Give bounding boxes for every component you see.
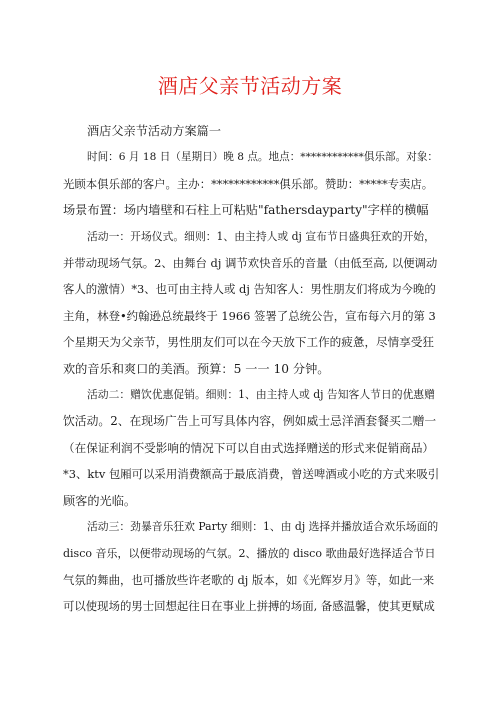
text-line: 场景布置：场内墙壁和石柱上可粘贴"fathersdayparty"字样的横幅 xyxy=(63,203,429,218)
text-line: 顾客的光临。 xyxy=(63,493,137,508)
text-line: 饮活动。2、在现场广告上可写具体内容，例如威士忌洋酒套餐买二赠一 xyxy=(63,414,437,429)
text-line: 个星期天为父亲节，男性朋友们可以在今天放下工作的疲惫，尽情享受狂 xyxy=(63,335,435,350)
text-line: 时间：6 月 18 日（星期日）晚 8 点。地点：************俱乐部。对象： xyxy=(87,151,439,164)
text-line: （在保证利润不受影响的情况下可以自由式选择赠送的形式来促销商品） xyxy=(63,440,435,455)
text-line: 酒店父亲节活动方案篇一 xyxy=(87,124,222,138)
text-line: 光顾本俱乐部的客户。主办：************俱乐部。赞助：*****专卖店。 xyxy=(63,176,434,191)
text-line: 主角，林登•约翰逊总统最终于 1966 签署了总统公告，宣布每六月的第 3 xyxy=(63,308,436,323)
text-line: 欢的音乐和爽口的美酒。预算：5 一一 10 分钟。 xyxy=(63,361,330,376)
text-line: 并带动现场气氛。2、由舞台 dj 调节欢快音乐的音量（由低至高, 以便调动 xyxy=(63,256,438,271)
text-line: 活动一：开场仪式。细则：1、由主持人或 dj 宣布节日盛典狂欢的开始， xyxy=(87,229,435,243)
text-line: 客人的激情）*3、也可由主持人或 dj 告知客人：男性朋友们将成为今晚的 xyxy=(63,282,436,297)
text-line: 气氛的舞曲，也可播放些许老歌的 dj 版本，如《光辉岁月》等，如此一来 xyxy=(63,572,435,587)
text-line: 活动三：劲暴音乐狂欢 Party 细则：1、由 dj 选择并播放适合欢乐场面的 xyxy=(87,520,439,534)
text-line: disco 音乐，以便带动现场的气氛。2、播放的 disco 歌曲最好选择适合节日 xyxy=(63,546,436,560)
text-line: 活动二：赠饮优惠促销。细则：1、由主持人或 dj 告知客人节日的优惠赠 xyxy=(87,388,435,402)
text-line: *3、ktv 包厢可以采用消费额高于最底消费，曾送啤酒或小吃的方式来吸引 xyxy=(63,467,440,482)
document-body xyxy=(63,118,439,620)
document-title: 酒店父亲节活动方案 xyxy=(157,74,343,98)
text-line: 可以使现场的男士回想起往日在事业上拼搏的场面, 备感温馨，使其更赋成 xyxy=(63,599,435,614)
